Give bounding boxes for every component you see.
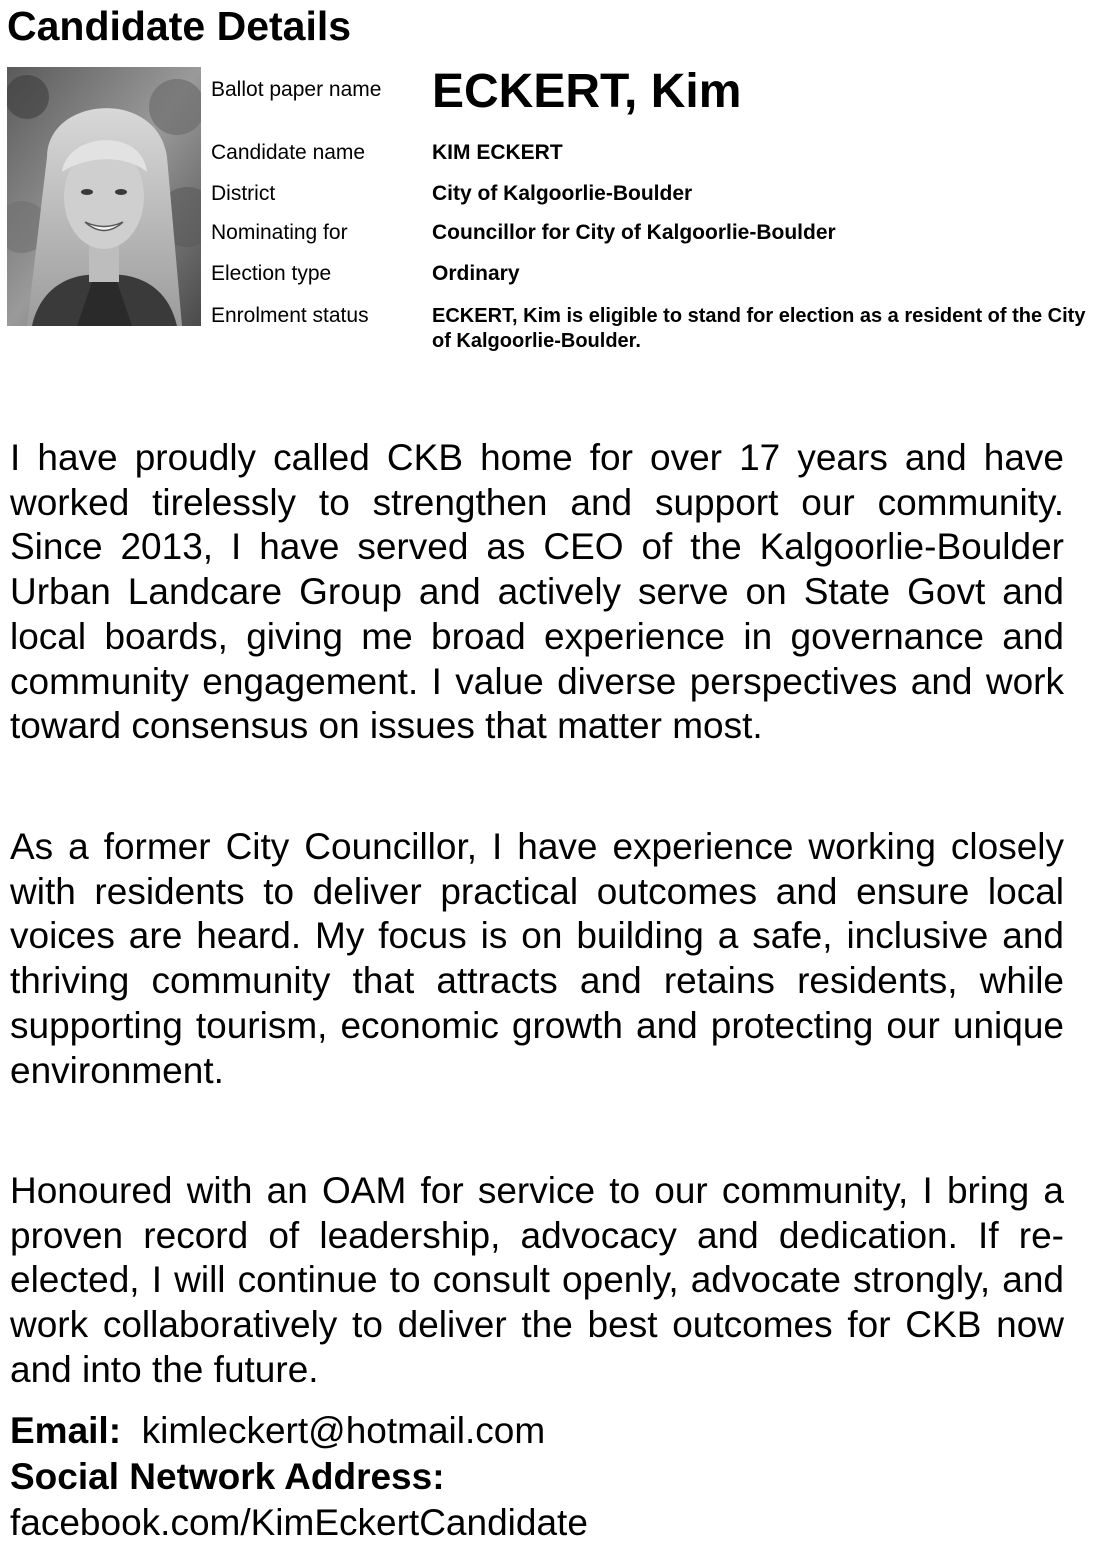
district-label: District <box>211 182 276 205</box>
ballot-paper-name-value: ECKERT, Kim <box>432 65 742 118</box>
social-network-label: Social Network Address: <box>10 1456 445 1497</box>
statement-paragraph: Honoured with an OAM for service to our community, I bring a proven record of leadership, advocacy and dedication. If re-elected, I will continue to consult openly, advocate strongly, and work collaboratively to deliver the best outcomes for CKB now and into the future. <box>10 1170 1064 1390</box>
candidate-name-label: Candidate name <box>211 141 366 164</box>
statement-paragraph: I have proudly called CKB home for over 17 years and have worked tirelessly to strengthen and support our community. Since 2013, I have served as CEO of the Kalgoorlie-Boulder Urban Landcare Group and actively serve on State Govt and local boards, giving me broad experience in governance and community engagement. I value diverse perspectives and work toward consensus on issues that matter most. <box>10 437 1064 747</box>
candidate-name-value: KIM ECKERT <box>432 141 563 164</box>
election-type-value: Ordinary <box>432 262 520 285</box>
email-line <box>10 1409 545 1453</box>
nominating-for-value: Councillor for City of Kalgoorlie-Boulder <box>432 221 836 244</box>
nominating-for-label: Nominating for <box>211 221 348 244</box>
candidate-photo <box>7 67 201 326</box>
page-title: Candidate Details <box>7 3 352 49</box>
district-value: City of Kalgoorlie-Boulder <box>432 182 693 205</box>
statement-paragraph: As a former City Councillor, I have experience working closely with residents to deliver practical outcomes and ensure local voices are heard. My focus is on building a safe, inclusive and thriving community that attracts and retains residents, while supporting tourism, economic growth and protecting our unique environment. <box>10 826 1064 1091</box>
email-address[interactable]: kimleckert@hotmail.com <box>141 1410 546 1451</box>
email-label: Email: <box>10 1410 122 1451</box>
ballot-paper-name-label: Ballot paper name <box>211 78 382 101</box>
election-type-label: Election type <box>211 262 332 285</box>
enrolment-status-value: ECKERT, Kim is eligible to stand for election as a resident of the City of Kalgoorlie-Boulder. <box>432 305 1086 352</box>
social-network-address[interactable]: facebook.com/KimEckertCandidate <box>10 1502 588 1543</box>
enrolment-status-label: Enrolment status <box>211 304 369 327</box>
